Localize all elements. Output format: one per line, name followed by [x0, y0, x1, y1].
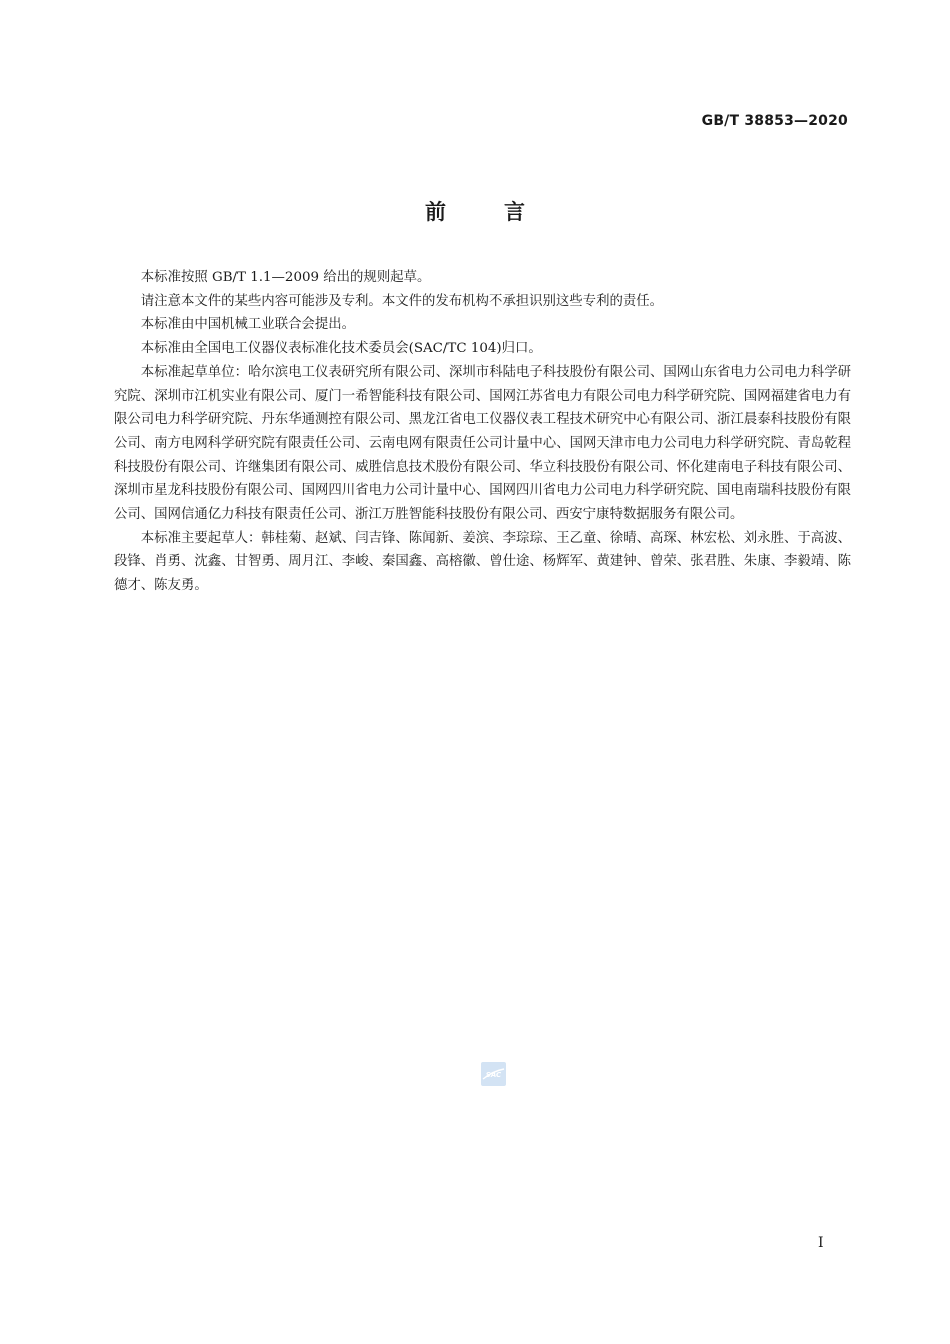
svg-text:SAC: SAC — [485, 1071, 502, 1079]
paragraph-proposer: 本标准由中国机械工业联合会提出。 — [140, 317, 356, 333]
page-number: I — [818, 1235, 824, 1251]
foreword-body — [114, 266, 851, 598]
paragraph-drafters: 本标准主要起草人：韩桂菊、赵斌、闫吉锋、陈闻新、姜滨、李琮琮、王乙童、徐晴、高琛、林宏松、刘永胜、于高波、段锋、肖勇、沈鑫、甘智勇、周月江、李峻、秦国鑫、高榕徽、曾仕途、杨辉军、黄建钟、曾荣、张君胜、朱康、李毅靖、陈德才、陈友勇。 — [114, 530, 851, 594]
paragraph-committee: 本标准由全国电工仪器仪表标准化技术委员会(SAC/TC 104)归口。 — [140, 341, 542, 357]
standard-number: GB/T 38853—2020 — [701, 113, 848, 129]
paragraph-drafting-units: 本标准起草单位：哈尔滨电工仪表研究所有限公司、深圳市科陆电子科技股份有限公司、国网山东省电力公司电力科学研究院、深圳市江机实业有限公司、厦门一希智能科技有限公司、国网江苏省电力有限公司电力科学研究院、国网福建省电力有限公司电力科学研究院、丹东华通测控有限公司、黑龙江省电工仪器仪表工程技术研究中心有限公司、浙江晨泰科技股份有限公司、南方电网科学研究院有限责任公司、云南电网有限责任公司计量中心、国网天津市电力公司电力科学研究院、青岛乾程科技股份有限公司、许继集团有限公司、威胜信息技术股份有限公司、华立科技股份有限公司、怀化建南电子科技有限公司、深圳市星龙科技股份有限公司、国网四川省电力公司计量中心、国网四川省电力公司电力科学研究院、国电南瑞科技股份有限公司、国网信通亿力科技有限责任公司、浙江万胜智能科技股份有限公司、西安宁康特数据服务有限公司。 — [114, 364, 851, 523]
sac-watermark-logo — [481, 1062, 506, 1086]
paragraph-patent-notice: 请注意本文件的某些内容可能涉及专利。本文件的发布机构不承担识别这些专利的责任。 — [140, 293, 664, 309]
paragraph-drafting-rules: 本标准按照 GB/T 1.1—2009 给出的规则起草。 — [140, 270, 431, 285]
page-title: 前言 — [425, 200, 583, 224]
